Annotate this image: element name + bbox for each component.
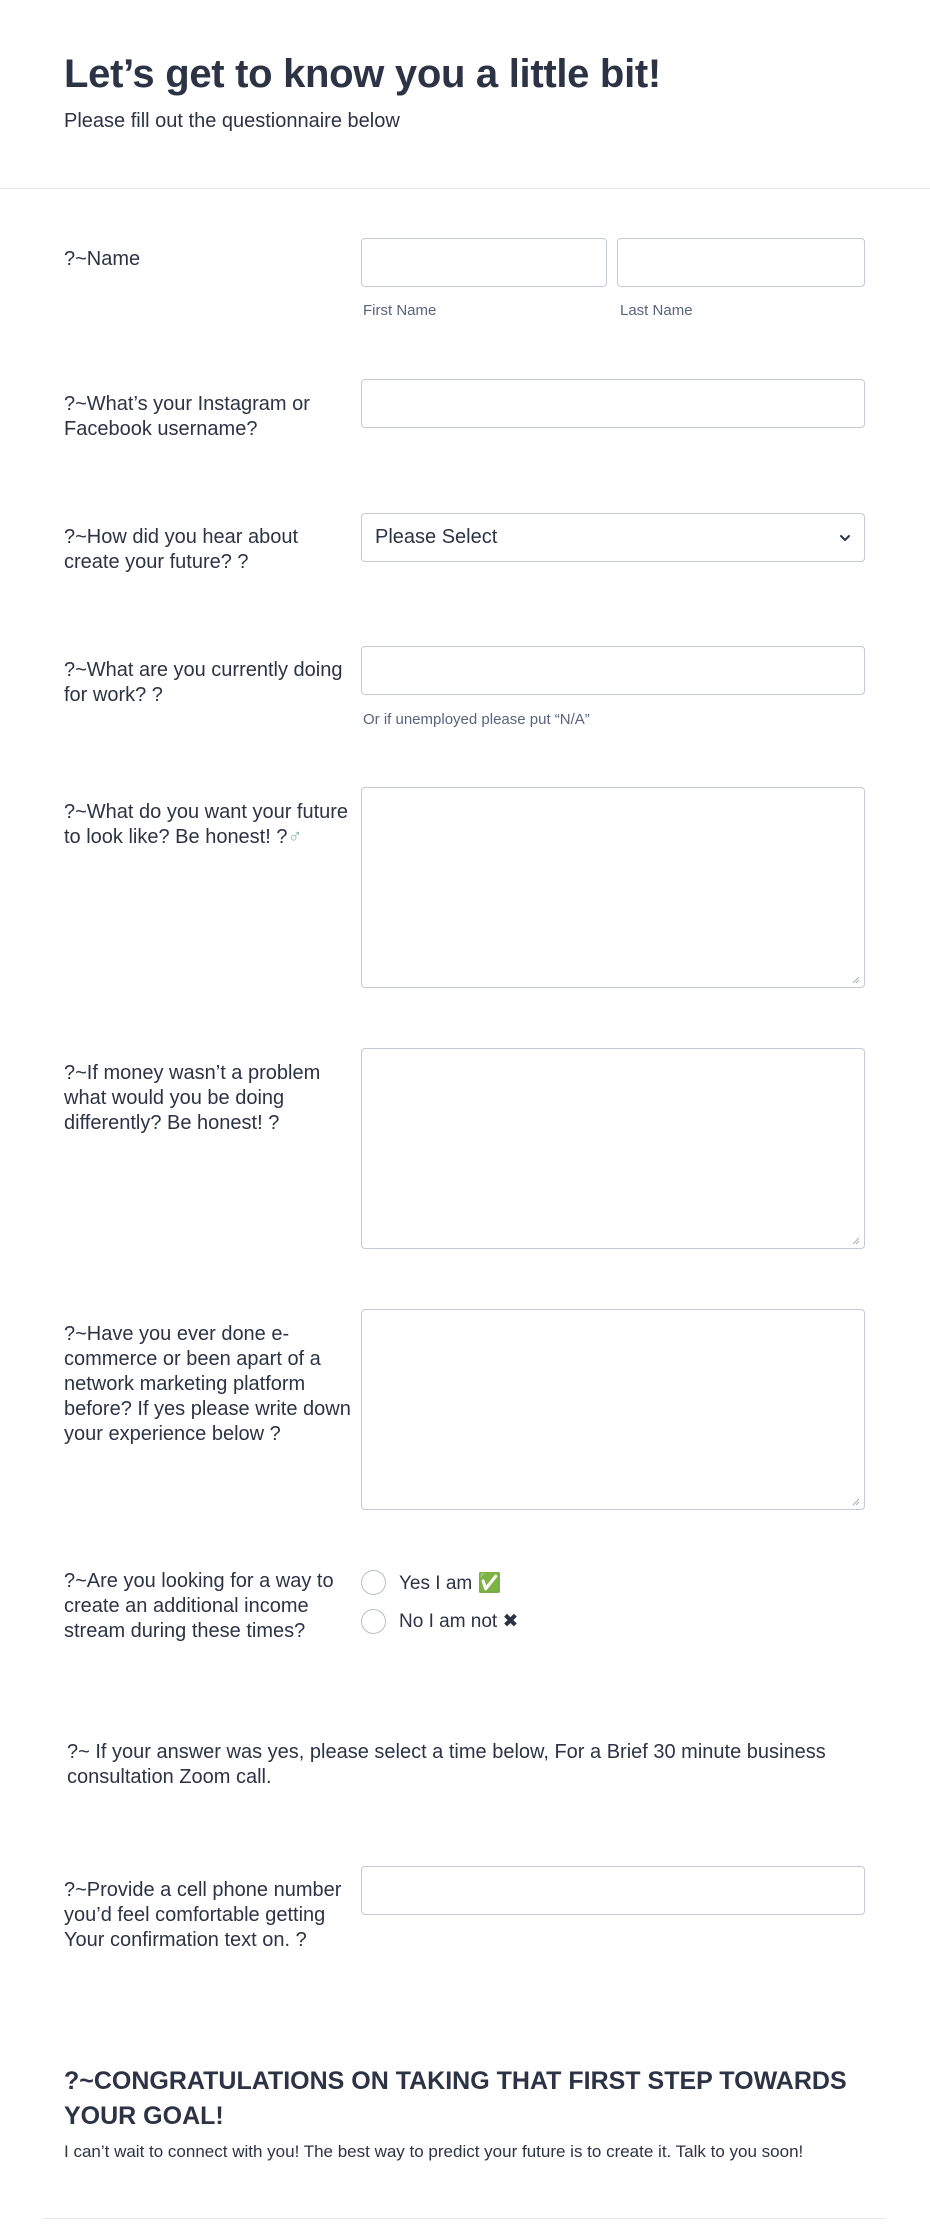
- social-username-input[interactable]: [361, 379, 865, 428]
- additional-income-label: ?~Are you looking for a way to create an additional income stream during these times?: [64, 1570, 334, 1642]
- resize-grip-icon[interactable]: [850, 974, 860, 984]
- first-name-sublabel: First Name: [363, 302, 437, 319]
- referral-source-select[interactable]: [361, 513, 865, 562]
- social-username-label: ?~What’s your Instagram or Facebook username?: [64, 393, 310, 440]
- divider: [44, 2218, 886, 2219]
- last-name-input[interactable]: [617, 238, 865, 287]
- referral-source-selected: Please Select: [375, 526, 498, 548]
- money-question-textarea[interactable]: [361, 1048, 865, 1249]
- current-work-sublabel: Or if unemployed please put “N/A”: [363, 711, 590, 728]
- form-header: [0, 0, 930, 189]
- resize-grip-icon[interactable]: [850, 1235, 860, 1245]
- name-label: ?~Name: [64, 248, 141, 270]
- phone-number-input[interactable]: [361, 1866, 865, 1915]
- form-title: Let’s get to know you a little bit!: [64, 52, 661, 96]
- future-vision-textarea[interactable]: [361, 787, 865, 988]
- first-name-input[interactable]: [361, 238, 607, 287]
- phone-number-label: ?~Provide a cell phone number you’d feel comfortable getting Your confirmation text on. ?: [64, 1879, 342, 1951]
- radio-button-no[interactable]: [361, 1609, 386, 1634]
- radio-button-yes[interactable]: [361, 1570, 386, 1595]
- closing-message: I can’t wait to connect with you! The best way to predict your future is to create it. Talk to you soon!: [64, 2142, 804, 2161]
- male-sign-icon: ♂: [287, 826, 303, 848]
- resize-grip-icon[interactable]: [850, 1496, 860, 1506]
- radio-label-no: No I am not ✖: [399, 1611, 519, 1632]
- current-work-label: ?~What are you currently doing for work? ?: [64, 659, 343, 706]
- chevron-down-icon: [838, 531, 852, 545]
- referral-source-label: ?~How did you hear about create your future? ?: [64, 526, 299, 573]
- future-vision-label-text: ?~What do you want your future to look like? Be honest! ?: [64, 801, 349, 848]
- form-subtitle: Please fill out the questionnaire below: [64, 110, 400, 132]
- consultation-note: ?~ If your answer was yes, please select a time below, For a Brief 30 minute business consultation Zoom call.: [67, 1741, 826, 1788]
- money-question-label: ?~If money wasn’t a problem what would you be doing differently? Be honest! ?: [64, 1062, 321, 1134]
- ecommerce-experience-label: ?~Have you ever done e-commerce or been apart of a network marketing platform before? If yes please write down your experience below ?: [64, 1323, 351, 1445]
- future-vision-label: [64, 800, 354, 850]
- last-name-sublabel: Last Name: [620, 302, 693, 319]
- ecommerce-experience-textarea[interactable]: [361, 1309, 865, 1510]
- current-work-input[interactable]: [361, 646, 865, 695]
- congratulations-heading: ?~CONGRATULATIONS ON TAKING THAT FIRST STEP TOWARDS YOUR GOAL!: [64, 2067, 847, 2130]
- radio-label-yes: Yes I am ✅: [399, 1573, 502, 1594]
